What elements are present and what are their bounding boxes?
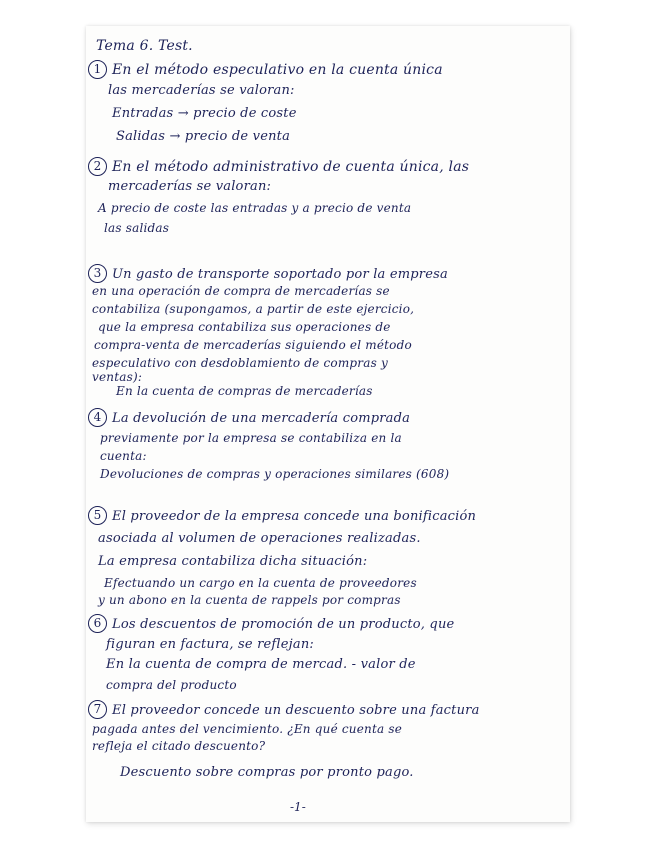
question-text: pagada antes del vencimiento. ¿En qué cuenta se [92, 722, 403, 736]
question-text: En el método administrativo de cuenta única, las [112, 159, 470, 175]
question-text: en una operación de compra de mercaderías se [92, 284, 390, 298]
answer-text: En la cuenta de compras de mercaderías [116, 384, 373, 398]
question-number: 4 [88, 408, 107, 427]
question-text: las mercaderías se valoran: [108, 83, 295, 98]
question-1 [88, 60, 443, 79]
answer-text: compra del producto [106, 678, 237, 692]
answer-text: Descuento sobre compras por pronto pago. [120, 765, 414, 780]
answer-text: En la cuenta de compra de mercad. - valor de [106, 657, 416, 672]
question-7 [88, 700, 480, 719]
question-text: contabiliza (supongamos, a partir de este ejercicio, [92, 302, 415, 316]
question-text: En el método especulativo en la cuenta única [112, 62, 443, 78]
answer-text: Devoluciones de compras y operaciones similares (608) [100, 467, 450, 481]
question-text: cuenta: [100, 449, 147, 463]
question-number: 7 [88, 700, 107, 719]
question-6 [88, 614, 454, 633]
answer-text: y un abono en la cuenta de rappels por compras [98, 593, 401, 607]
question-text: La devolución de una mercadería comprada [112, 411, 411, 426]
question-number: 1 [88, 60, 107, 79]
question-text: El proveedor concede un descuento sobre una factura [112, 703, 480, 718]
page-title: Tema 6. Test. [96, 38, 193, 54]
handwritten-sheet [86, 26, 570, 822]
question-text: mercaderías se valoran: [108, 179, 272, 194]
question-text: compra-venta de mercaderías siguiendo el método [94, 338, 412, 352]
question-text: Un gasto de transporte soportado por la empresa [112, 267, 448, 282]
question-text: Los descuentos de promoción de un producto, que [112, 617, 455, 632]
answer-text: Efectuando un cargo en la cuenta de proveedores [104, 576, 417, 590]
answer-text: las salidas [104, 221, 170, 235]
question-text: que la empresa contabiliza sus operaciones de [98, 320, 391, 334]
question-text: figuran en factura, se reflejan: [106, 637, 315, 652]
question-text: refleja el citado descuento? [92, 739, 266, 753]
question-text: asociada al volumen de operaciones realizadas. [98, 531, 421, 546]
question-number: 2 [88, 157, 107, 176]
answer-text: A precio de coste las entradas y a precio de venta [98, 201, 412, 215]
question-text: El proveedor de la empresa concede una bonificación [112, 509, 477, 524]
question-text: previamente por la empresa se contabiliza en la [100, 431, 402, 445]
question-3 [88, 264, 448, 283]
question-text: ventas): [92, 370, 143, 384]
question-number: 6 [88, 614, 107, 633]
question-5 [88, 506, 476, 525]
question-text: La empresa contabiliza dicha situación: [98, 554, 368, 569]
question-text: especulativo con desdoblamiento de compras y [92, 356, 388, 370]
question-number: 5 [88, 506, 107, 525]
answer-text: Salidas → precio de venta [116, 129, 291, 144]
page-number: -1- [290, 800, 306, 814]
question-4 [88, 408, 410, 427]
question-2 [88, 157, 469, 176]
answer-text: Entradas → precio de coste [112, 106, 297, 121]
question-number: 3 [88, 264, 107, 283]
